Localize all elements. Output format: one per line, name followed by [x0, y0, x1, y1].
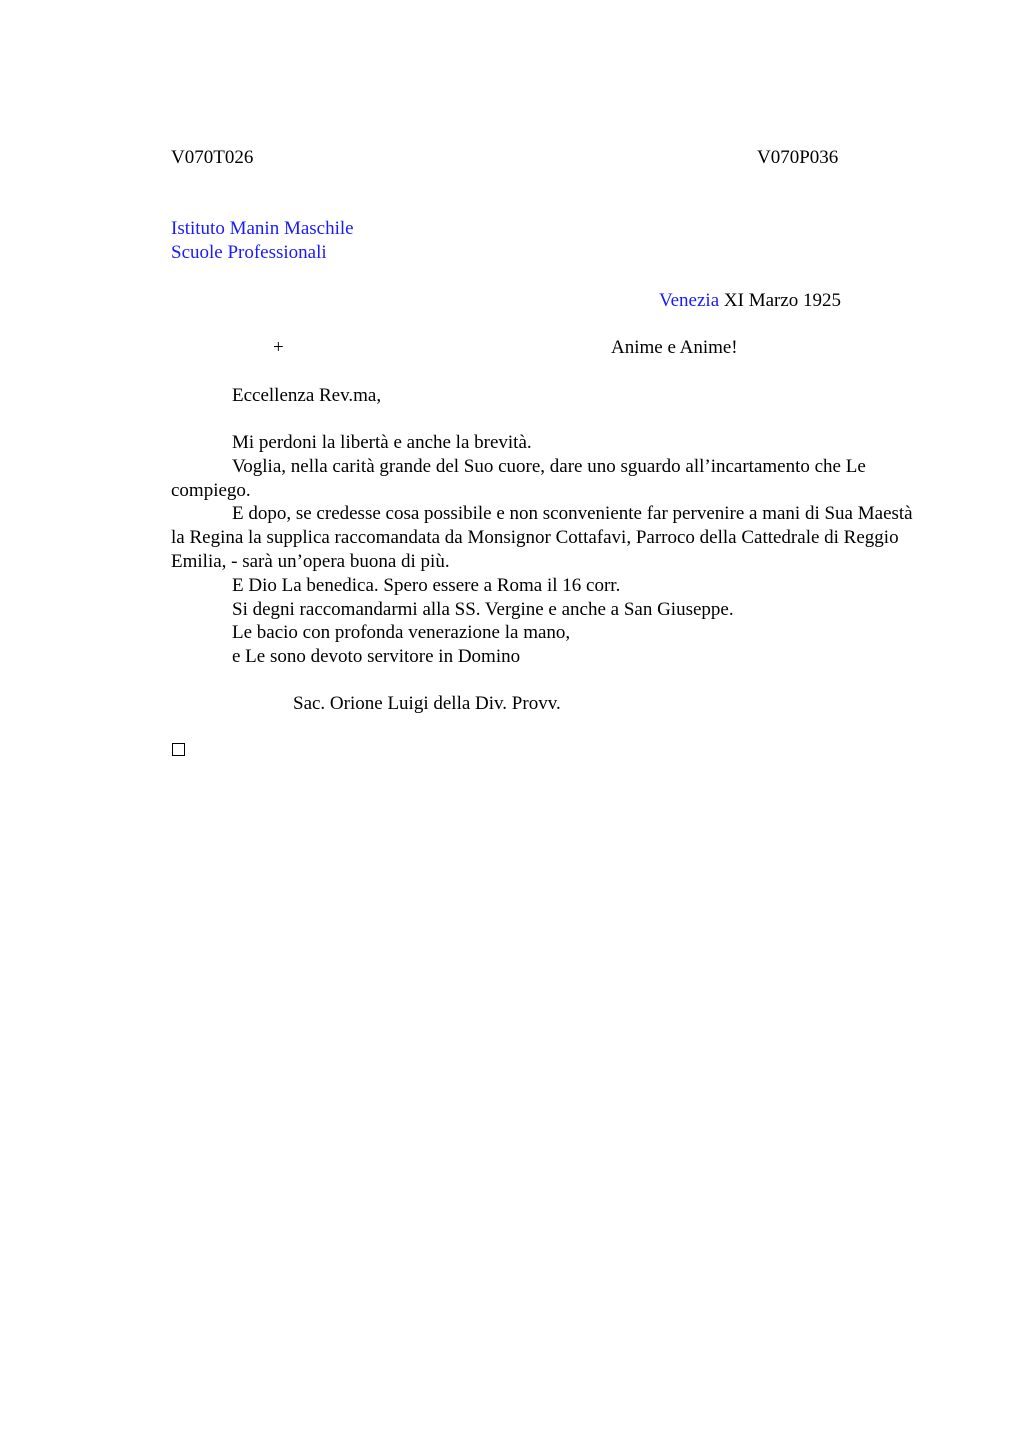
- document-code-right: V070P036: [757, 147, 839, 168]
- body-paragraph: E Dio La benedica. Spero essere a Roma il 16 corr.: [232, 574, 621, 596]
- cross-symbol: +: [273, 337, 284, 358]
- letterhead-institute: Istituto Manin Maschile: [171, 218, 354, 239]
- body-paragraph: Mi perdoni la libertà e anche la brevità.: [232, 432, 532, 453]
- empty-box-symbol: [172, 743, 185, 756]
- body-paragraph: Le bacio con profonda venerazione la mano,: [232, 622, 571, 644]
- signature: Sac. Orione Luigi della Div. Provv.: [293, 693, 561, 714]
- body-paragraph: E dopo, se credesse cosa possibile e non sconveniente far pervenire a mani di Sua Maestà la Regina la supplica raccomandata da Monsignor Cottafavi, Parroco della Cattedrale di Reggio Emilia, - sarà un’opera buona di più.: [171, 503, 913, 572]
- body-paragraph: Voglia, nella carità grande del Suo cuore, dare uno sguardo all’incartamento che Le compiego.: [171, 455, 866, 501]
- dateline-date: XI Marzo 1925: [723, 290, 842, 311]
- salutation: Eccellenza Rev.ma,: [232, 385, 382, 406]
- motto: Anime e Anime!: [611, 337, 738, 358]
- body-paragraph: Si degni raccomandarmi alla SS. Vergine e anche a San Giuseppe.: [232, 598, 734, 620]
- letterhead-schools: Scuole Professionali: [171, 242, 327, 263]
- dateline: [659, 289, 841, 313]
- document-code-left: V070T026: [171, 147, 254, 168]
- dateline-place: Venezia: [659, 290, 720, 311]
- letter-body: [171, 431, 931, 669]
- body-paragraph: e Le sono devoto servitore in Domino: [232, 646, 521, 668]
